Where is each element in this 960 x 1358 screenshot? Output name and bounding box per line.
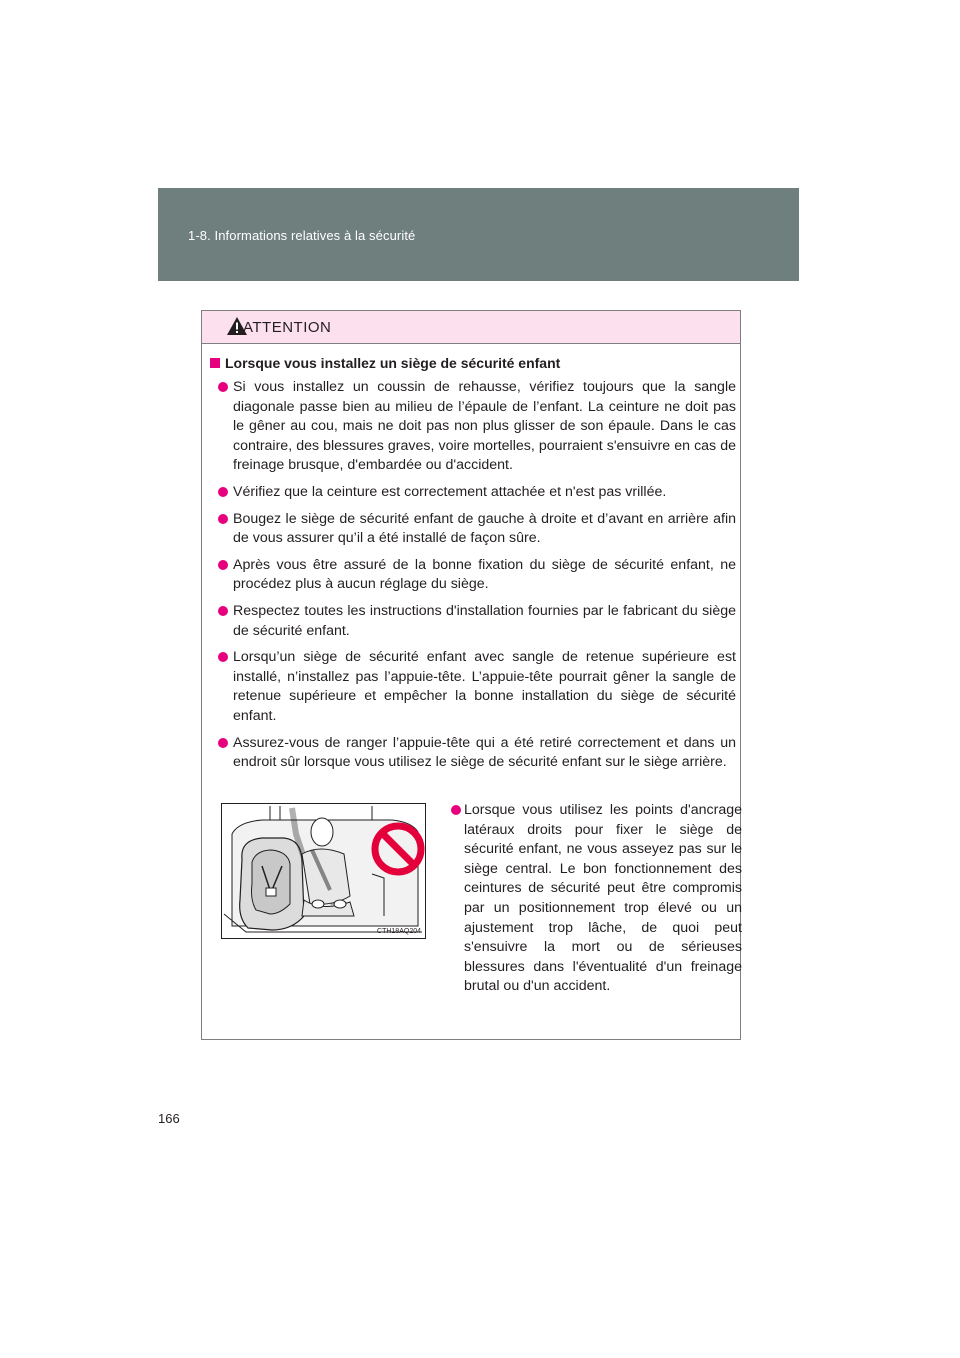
- side-list-item-text: Lorsque vous utilisez les points d'ancrage latéraux droits pour fixer le siège de sécurité enfant, ne vous asseyez pas sur le siège central. Le bon fonctionnement des ceintures de sécurité peut être compromis par un positionnement trop élevé ou un ajustement trop lâche, de quoi peut s'ensuivre la mort ou de sérieuses blessures dans l'éventualité d'un freinage brutal ou d'un accident.: [464, 802, 742, 995]
- list-item: [218, 556, 736, 595]
- list-item: [218, 602, 736, 641]
- list-item: [218, 483, 736, 503]
- warning-list: [218, 378, 736, 780]
- child-seat-illustration: [221, 803, 426, 939]
- list-item-text: Assurez-vous de ranger l’appuie-tête qui a été retiré correctement et dans un endroit sûr lorsque vous utilisez le siège de sécurité enfant sur le siège arrière.: [233, 734, 736, 771]
- warning-box: [201, 310, 741, 1040]
- bullet-dot-icon: [218, 606, 228, 616]
- child-seat-drawing: [222, 804, 425, 938]
- bullet-dot-icon: [218, 738, 228, 748]
- list-item-text: Après vous être assuré de la bonne fixation du siège de sécurité enfant, ne procédez plus à aucun réglage du siège.: [233, 556, 736, 593]
- bullet-dot-icon: [218, 514, 228, 524]
- list-item-text: Si vous installez un coussin de rehausse, vérifiez toujours que la sangle diagonale passe bien au milieu de l’épaule de l’enfant. La ceinture ne doit pas le gêner au cou, mais ne doit pas non plus glisser de son épaule. Dans le cas contraire, des blessures graves, voire mortelles, pourraient s'ensuivre en cas de freinage brusque, d'embardée ou d'accident.: [233, 379, 736, 474]
- warning-heading: [210, 355, 560, 371]
- list-item: [218, 378, 736, 476]
- list-item-text: Bougez le siège de sécurité enfant de gauche à droite et d’avant en arrière afin de vous assurer qu’il a été installé de façon sûre.: [233, 510, 736, 547]
- side-list-item: [451, 801, 742, 997]
- bullet-dot-icon: [218, 382, 228, 392]
- list-item-text: Lorsqu’un siège de sécurité enfant avec sangle de retenue supérieure est installé, n’installez pas l’appuie-tête. L’appuie-tête pourrait gêner la sangle de retenue supérieure et empêcher la bonne installation du siège de sécurité enfant.: [233, 649, 736, 724]
- bullet-dot-icon: [218, 560, 228, 570]
- warning-header: [202, 311, 740, 344]
- warning-heading-text: Lorsque vous installez un siège de sécurité enfant: [225, 355, 561, 371]
- list-item: [218, 734, 736, 773]
- illustration-code: CTH18AQ204: [377, 928, 421, 935]
- warning-label: ATTENTION: [243, 319, 332, 336]
- bullet-dot-icon: [451, 805, 461, 815]
- list-item-text: Vérifiez que la ceinture est correctement attachée et n'est pas vrillée.: [233, 483, 667, 500]
- bullet-dot-icon: [218, 652, 228, 662]
- page-number: 166: [158, 1111, 180, 1126]
- bullet-dot-icon: [218, 487, 228, 497]
- list-item: [218, 510, 736, 549]
- square-bullet-icon: [210, 358, 220, 368]
- list-item-text: Respectez toutes les instructions d'installation fournies par le fabricant du siège de sécurité enfant.: [233, 602, 736, 639]
- section-title: 1-8. Informations relatives à la sécurité: [188, 228, 416, 243]
- section-header-band: [158, 188, 799, 281]
- list-item: [218, 648, 736, 726]
